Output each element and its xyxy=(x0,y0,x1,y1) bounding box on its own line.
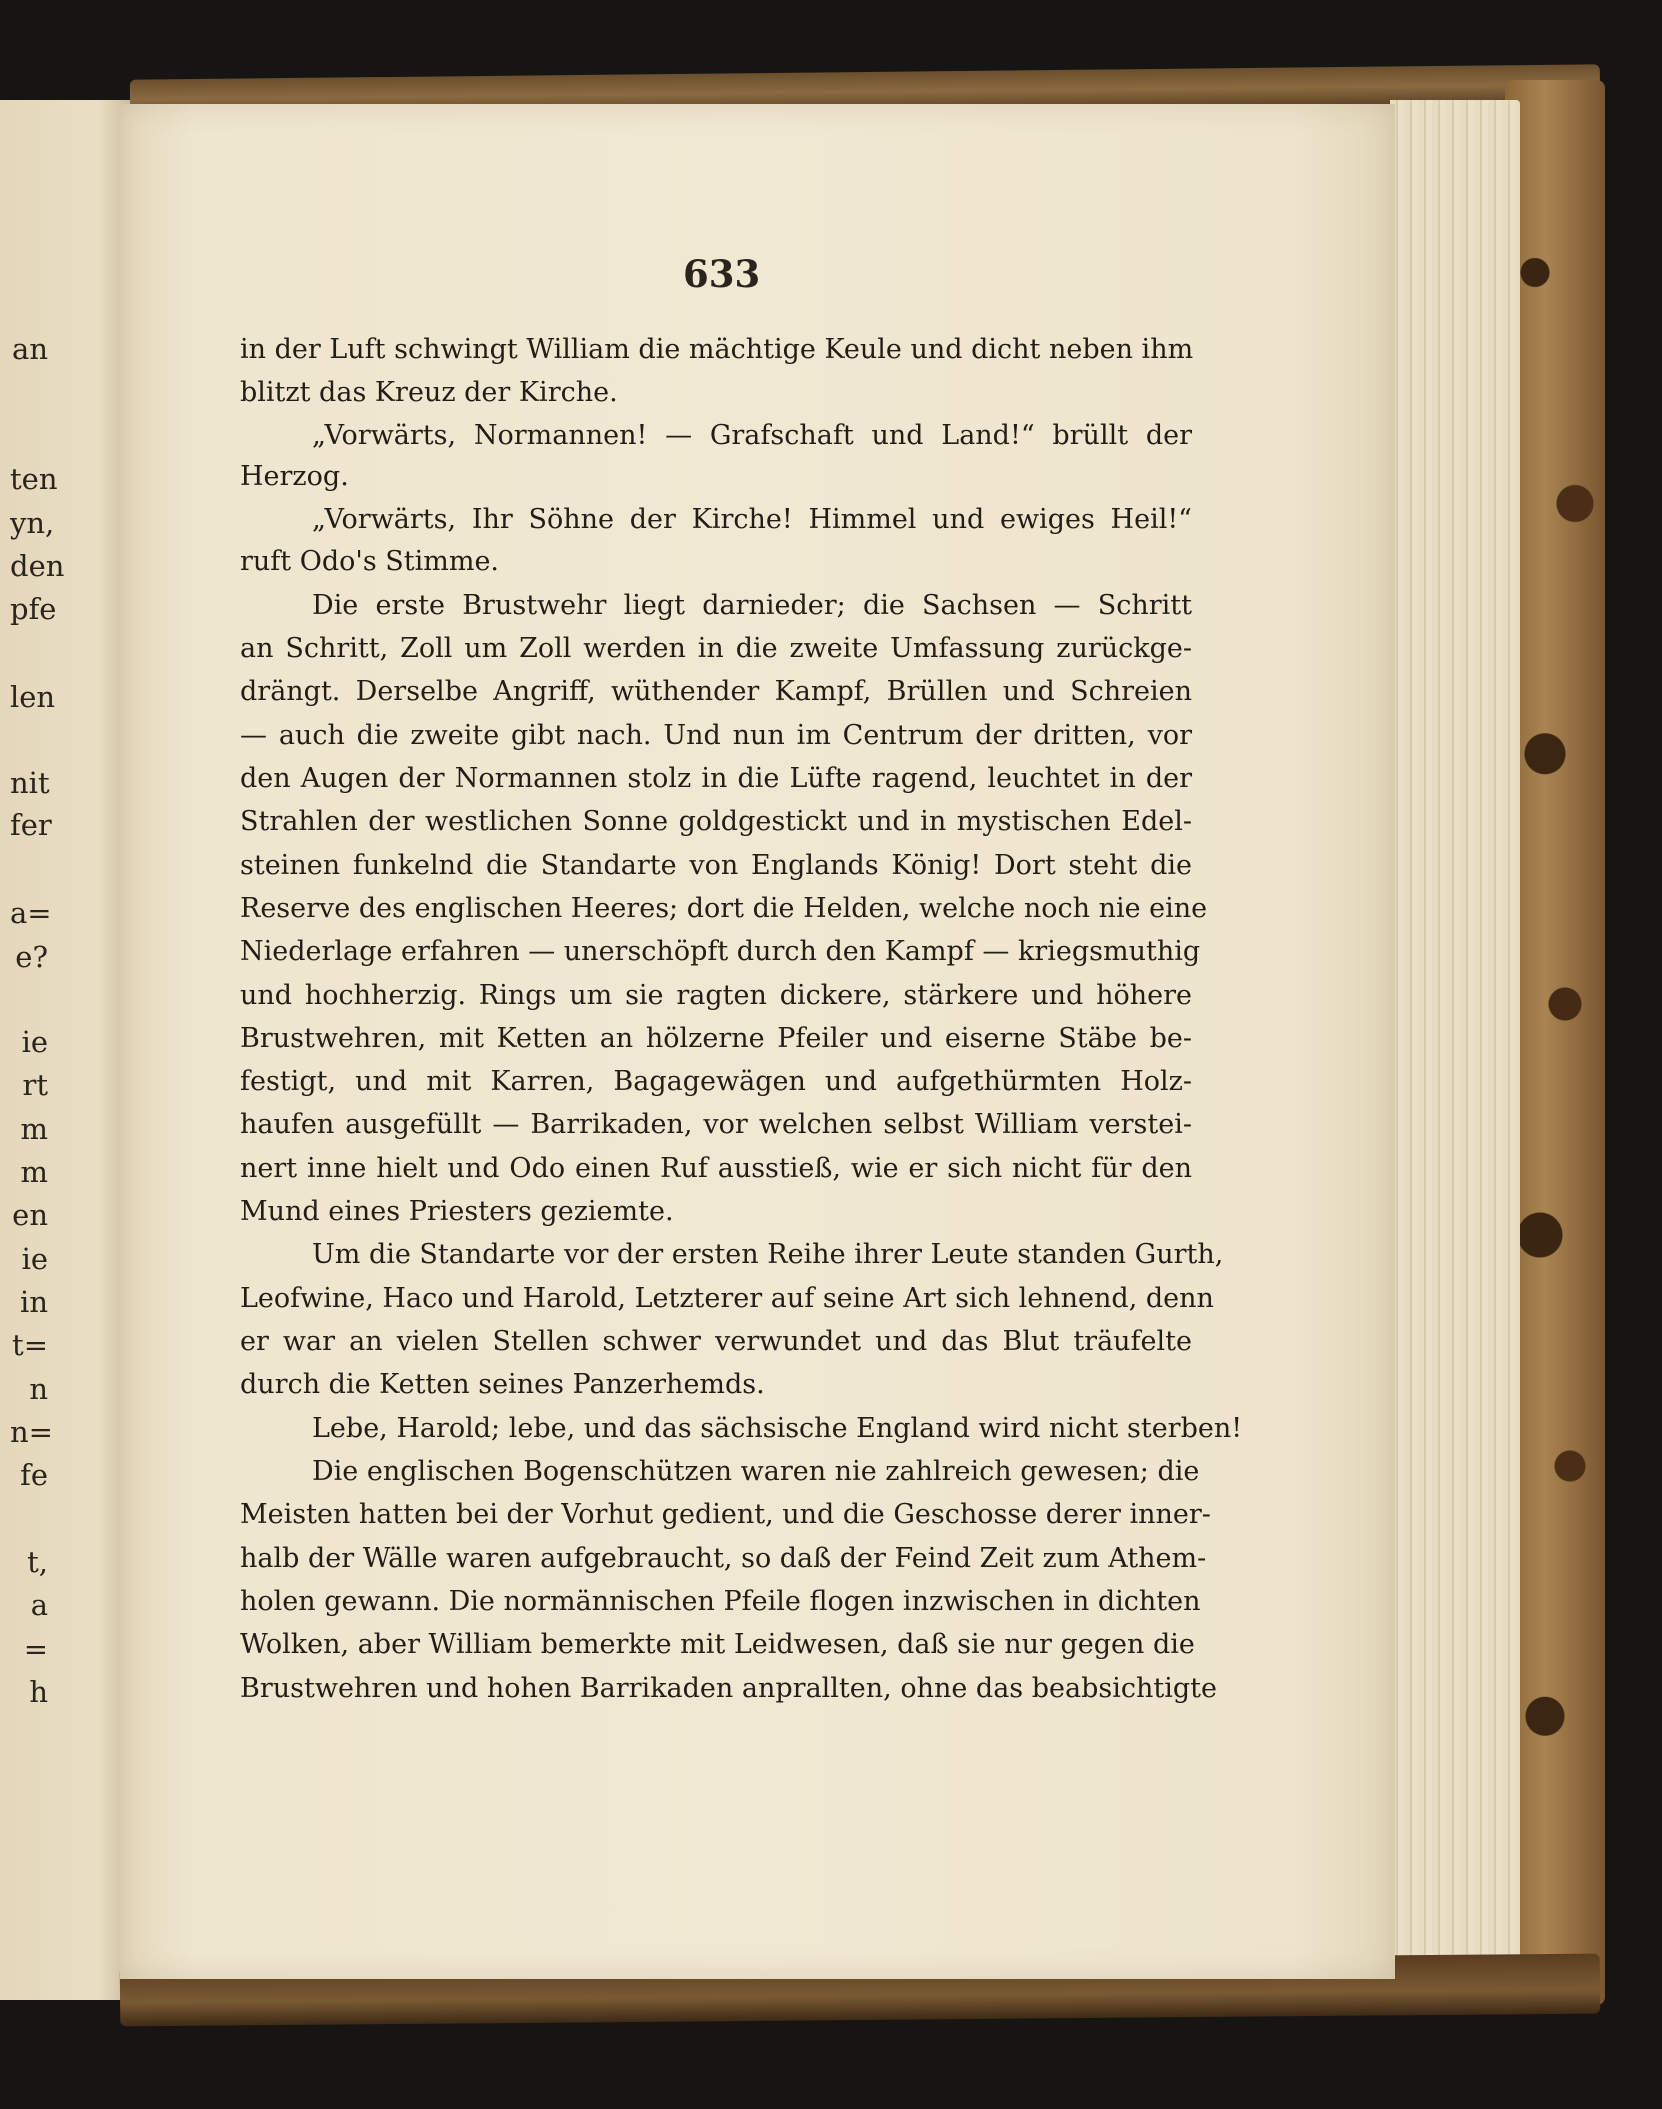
text-line: drängt. Derselbe Angriff, wüthender Kampf, Brüllen und Schreien xyxy=(240,676,1192,707)
text-line: Niederlage erfahren — unerschöpft durch den Kampf — kriegsmuthig xyxy=(240,936,1201,967)
left-page-fragment: rt xyxy=(22,1068,48,1102)
text-line: Leofwine, Haco und Harold, Letzterer auf seine Art sich lehnend, denn xyxy=(240,1283,1214,1314)
text-line: Die englischen Bogenschützen waren nie zahlreich gewesen; die xyxy=(312,1456,1200,1487)
left-page-fragment: m xyxy=(20,1155,48,1189)
text-line: Um die Standarte vor der ersten Reihe ihrer Leute standen Gurth, xyxy=(312,1239,1224,1270)
marbled-cover-edge xyxy=(1505,80,1605,2005)
text-line: Meisten hatten bei der Vorhut gedient, und die Geschosse derer inner- xyxy=(240,1499,1211,1530)
text-line: durch die Ketten seines Panzerhemds. xyxy=(240,1369,765,1400)
text-line: — auch die zweite gibt nach. Und nun im Centrum der dritten, vor xyxy=(240,720,1192,751)
text-line: Brustwehren und hohen Barrikaden anprallten, ohne das beabsichtigte xyxy=(240,1673,1217,1704)
left-page-fragment: e? xyxy=(15,940,48,974)
left-page-fragment: den xyxy=(10,549,65,583)
text-line: holen gewann. Die normännischen Pfeile flogen inzwischen in dichten xyxy=(240,1586,1201,1617)
left-page-fragment: ie xyxy=(21,1242,48,1276)
text-line: nert inne hielt und Odo einen Ruf ausstieß, wie er sich nicht für den xyxy=(240,1153,1192,1184)
left-page-fragment: = xyxy=(23,1632,48,1666)
text-line: ruft Odo's Stimme. xyxy=(240,546,500,577)
left-page-fragment: a xyxy=(30,1588,48,1622)
text-line: halb der Wälle waren aufgebraucht, so daß der Feind Zeit zum Athem- xyxy=(240,1543,1207,1574)
text-line: den Augen der Normannen stolz in die Lüfte ragend, leuchtet in der xyxy=(240,763,1192,794)
text-line: er war an vielen Stellen schwer verwundet und das Blut träufelte xyxy=(240,1326,1192,1357)
left-page-fragment: len xyxy=(10,680,56,714)
text-line: in der Luft schwingt William die mächtige Keule und dicht neben ihm xyxy=(240,334,1194,365)
text-line: Wolken, aber William bemerkte mit Leidwesen, daß sie nur gegen die xyxy=(240,1629,1195,1660)
text-line: Lebe, Harold; lebe, und das sächsische England wird nicht sterben! xyxy=(312,1413,1243,1444)
left-page-fragment: n= xyxy=(10,1415,53,1449)
page-number: 633 xyxy=(683,252,761,296)
text-line: „Vorwärts, Normannen! — Grafschaft und Land!“ brüllt der xyxy=(312,420,1192,451)
text-line: Brustwehren, mit Ketten an hölzerne Pfeiler und eiserne Stäbe be- xyxy=(240,1023,1192,1054)
left-page-fragment: h xyxy=(29,1675,48,1709)
left-page-fragment: m xyxy=(20,1112,48,1146)
text-line: Strahlen der westlichen Sonne goldgestickt und in mystischen Edel- xyxy=(240,806,1192,837)
left-page-fragment: an xyxy=(12,332,48,366)
text-line: festigt, und mit Karren, Bagagewägen und aufgethürmten Holz- xyxy=(240,1066,1192,1097)
text-line: blitzt das Kreuz der Kirche. xyxy=(240,377,618,408)
text-line: und hochherzig. Rings um sie ragten dickere, stärkere und höhere xyxy=(240,980,1192,1011)
text-line: an Schritt, Zoll um Zoll werden in die zweite Umfassung zurückge- xyxy=(240,633,1192,664)
left-page-fragment: in xyxy=(20,1285,48,1319)
left-page-fragment: n xyxy=(29,1372,48,1406)
text-line: steinen funkelnd die Standarte von Englands König! Dort steht die xyxy=(240,850,1192,881)
left-page-fragment: pfe xyxy=(10,592,57,626)
left-page-fragment: fe xyxy=(20,1458,48,1492)
text-line: Mund eines Priesters geziemte. xyxy=(240,1196,674,1227)
text-line: Die erste Brustwehr liegt darnieder; die Sachsen — Schritt xyxy=(312,590,1192,621)
left-page-fragment: en xyxy=(12,1198,48,1232)
text-line: Reserve des englischen Heeres; dort die Helden, welche noch nie eine xyxy=(240,893,1208,924)
left-page-fragment: t= xyxy=(12,1328,48,1362)
left-page-fragment: ten xyxy=(10,462,58,496)
text-line: „Vorwärts, Ihr Söhne der Kirche! Himmel und ewiges Heil!“ xyxy=(312,504,1192,535)
left-page-fragment: fer xyxy=(10,808,52,842)
left-page-fragment: a= xyxy=(10,896,52,930)
text-line: Herzog. xyxy=(240,461,349,492)
text-line: haufen ausgefüllt — Barrikaden, vor welchen selbst William verstei- xyxy=(240,1109,1192,1140)
left-page-fragment: ie xyxy=(21,1025,48,1059)
page-edges-stack xyxy=(1390,100,1520,1980)
left-page-fragment: nit xyxy=(10,766,50,800)
left-page-fragment: t, xyxy=(27,1545,48,1579)
left-page-text-fragments xyxy=(10,0,130,2109)
left-page-fragment: yn, xyxy=(10,506,55,540)
